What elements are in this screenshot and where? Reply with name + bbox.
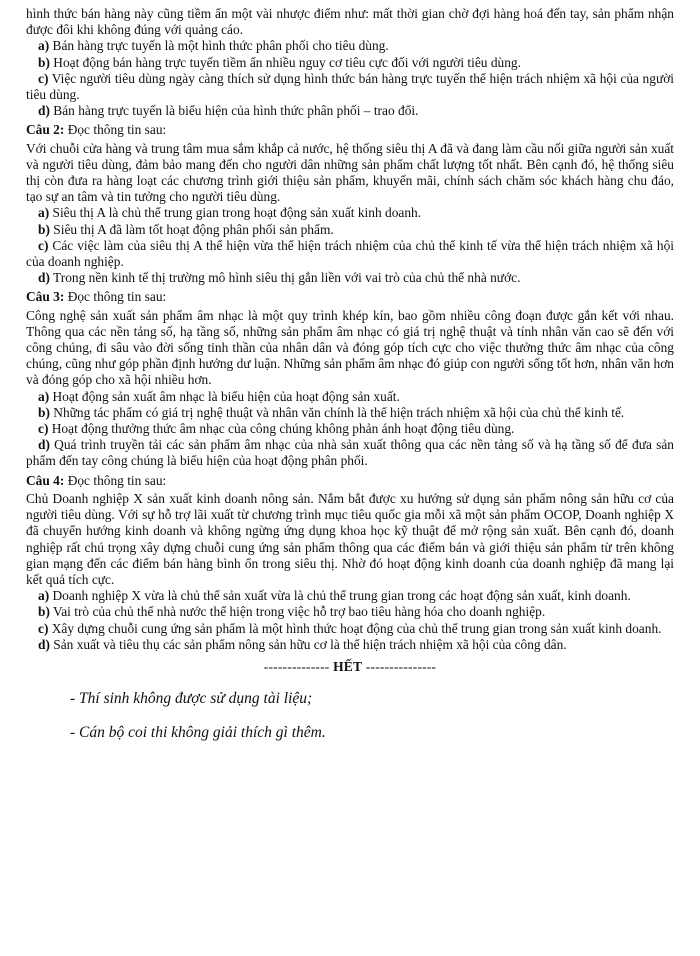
option-letter: b) — [38, 54, 50, 70]
option-letter: d) — [38, 270, 50, 286]
option-text: Xây dựng chuỗi cung ứng sản phẩm là một hình thức hoạt động của chủ thể trung gian trong sản xuất kinh doanh. — [51, 620, 662, 636]
question-option-b — [26, 405, 674, 421]
option-letter: a) — [38, 205, 50, 221]
question-heading — [26, 289, 674, 305]
question-option-b — [26, 604, 674, 620]
question-option-d — [26, 637, 674, 653]
intro-option-a — [26, 38, 674, 54]
option-letter: d) — [38, 636, 50, 652]
question-prompt: Đọc thông tin sau: — [67, 289, 167, 305]
intro-option-d — [26, 103, 674, 119]
end-dashes-left: -------------- — [263, 658, 330, 674]
option-text: Việc người tiêu dùng ngày càng thích sử dụng hình thức bán hàng trực tuyến thể hiện trách nhiệm xã hội của người tiêu dùng. — [26, 70, 674, 103]
option-text: Hoạt động sản xuất âm nhạc là biểu hiện của hoạt động sản xuất. — [52, 388, 400, 404]
option-text: Những tác phẩm có giá trị nghệ thuật và nhân văn chính là thể hiện trách nhiệm xã hội của chủ thể kinh tế. — [53, 404, 625, 420]
question-passage: Công nghệ sản xuất sản phẩm âm nhạc là một quy trình khép kín, bao gồm nhiều công đoạn được gắn kết với nhau. Thông qua các nền tảng số, hạ tầng số, những sản phẩm âm nhạc có giá trị nghệ thuật và tính nhân văn cao sẽ đến với công chúng, đi sâu vào đời sống tinh thần của nhân dân và đóng góp tích cực cho việc thưởng thức âm nhạc của công chúng, cũng như góp phần định hướng dư luận. Những sản phẩm âm nhạc đó giúp con người sống tốt hơn, nhân văn hơn và đóng góp cho xã hội nhiều hơn. — [26, 307, 674, 388]
question-passage: Chủ Doanh nghiệp X sản xuất kinh doanh nông sản. Nắm bắt được xu hướng sử dụng sản phẩm nông sản hữu cơ của người tiêu dùng. Với sự hỗ trợ lãi xuất từ chương trình mục tiêu quốc gia mỗi xã một sản phẩm OCOP, Doanh nghiệp X đã chuyển hướng kinh doanh và không ngừng ứng dụng khoa học kỹ thuật để mở rộng sản xuất. Bên cạnh đó, doanh nghiệp rất chú trọng xây dựng chuỗi cung ứng sản phẩm thông qua các điểm bán và giới thiệu sản phẩm từ trên không gian mạng đến các điểm bán hàng bình ổn trong siêu thị. Nhờ đó hoạt động kinh doanh của doanh nghiệp đã mang lại kết quả tích cực. — [26, 490, 674, 587]
option-letter: b) — [38, 604, 50, 620]
option-text: Quá trình truyền tải các sản phẩm âm nhạc của nhà sản xuất thông qua các nền tảng số và hạ tầng số để đưa sản phẩm đến tay công chúng là biểu hiện của hoạt động phân phối. — [26, 437, 674, 469]
option-text: Trong nền kinh tế thị trường mô hình siêu thị gắn liền với vai trò của chủ thể nhà nước. — [53, 270, 521, 286]
option-text: Siêu thị A đã làm tốt hoạt động phân phối sản phẩm. — [53, 221, 334, 237]
intro-option-b — [26, 55, 674, 71]
question-option-c — [26, 621, 674, 637]
question-option-a — [26, 588, 674, 604]
option-text: Hoạt động bán hàng trực tuyến tiềm ẩn nhiều nguy cơ tiêu cực đối với người tiêu dùng. — [53, 54, 521, 70]
question-option-c — [26, 421, 674, 437]
question-heading — [26, 122, 674, 138]
option-letter: b) — [38, 221, 50, 237]
option-letter: d) — [38, 437, 50, 453]
question-option-d — [26, 270, 674, 286]
option-letter: c) — [38, 620, 49, 636]
option-letter: a) — [38, 38, 50, 54]
question-option-c — [26, 238, 674, 270]
end-dashes-right: --------------- — [365, 658, 437, 674]
option-text: Bán hàng trực tuyến là biểu hiện của hình thức phân phối – trao đổi. — [53, 103, 419, 119]
end-marker — [26, 659, 674, 675]
question-prompt: Đọc thông tin sau: — [67, 122, 167, 138]
option-letter: c) — [38, 421, 49, 437]
question-passage: Với chuỗi cửa hàng và trung tâm mua sắm khắp cả nước, hệ thống siêu thị A đã và đang làm cầu nối giữa người sản xuất và người tiêu dùng, đảm bảo mang đến cho người dân những sản phẩm chất lượng tốt nhất. Bên cạnh đó, hệ thống siêu thị còn đưa ra hàng loạt các chương trình giới thiệu sản phẩm, khuyến mãi, chính sách chăm sóc khách hàng chu đáo, tạo sự an tâm và tin tưởng cho người tiêu dùng. — [26, 140, 674, 205]
option-text: Doanh nghiệp X vừa là chủ thể sản xuất vừa là chủ thể trung gian trong các hoạt động sản xuất, kinh doanh. — [52, 588, 631, 604]
option-letter: b) — [38, 404, 50, 420]
intro-option-c — [26, 71, 674, 103]
option-text: Bán hàng trực tuyến là một hình thức phân phối cho tiêu dùng. — [52, 38, 389, 54]
question-option-a — [26, 205, 674, 221]
option-text: Siêu thị A là chủ thể trung gian trong hoạt động sản xuất kinh doanh. — [52, 205, 422, 221]
option-letter: a) — [38, 588, 50, 604]
option-letter: c) — [38, 70, 49, 86]
question-label: Câu 2: — [26, 122, 65, 138]
option-letter: c) — [38, 237, 49, 253]
question-label: Câu 3: — [26, 289, 65, 305]
option-text: Hoạt động thưởng thức âm nhạc của công chúng không phản ánh hoạt động tiêu dùng. — [51, 421, 515, 437]
intro-passage: hình thức bán hàng này cũng tiềm ẩn một vài nhược điểm như: mất thời gian chờ đợi hàng hoá đến tay, sản phẩm nhận được đôi khi không đúng với quảng cáo. — [26, 6, 674, 38]
question-label: Câu 4: — [26, 472, 65, 488]
end-word: HẾT — [333, 658, 363, 674]
question-prompt: Đọc thông tin sau: — [67, 472, 167, 488]
option-letter: a) — [38, 388, 50, 404]
question-option-a — [26, 389, 674, 405]
footer-note: - Thí sinh không được sử dụng tài liệu; — [70, 690, 313, 708]
option-letter: d) — [38, 103, 50, 119]
option-text: Các việc làm của siêu thị A thể hiện vừa thể hiện trách nhiệm của chủ thể kinh tế vừa thể hiện trách nhiệm xã hội của doanh nghiệp. — [26, 237, 674, 270]
option-text: Vai trò của chủ thể nhà nước thể hiện trong việc hỗ trợ bao tiêu hàng hóa cho doanh nghiệp. — [53, 604, 546, 620]
question-heading — [26, 473, 674, 489]
question-option-d — [26, 437, 674, 469]
footer-note: - Cán bộ coi thi không giải thích gì thêm. — [70, 724, 326, 742]
question-option-b — [26, 222, 674, 238]
option-text: Sản xuất và tiêu thụ các sản phẩm nông sản hữu cơ là thể hiện trách nhiệm xã hội của công dân. — [53, 636, 567, 652]
